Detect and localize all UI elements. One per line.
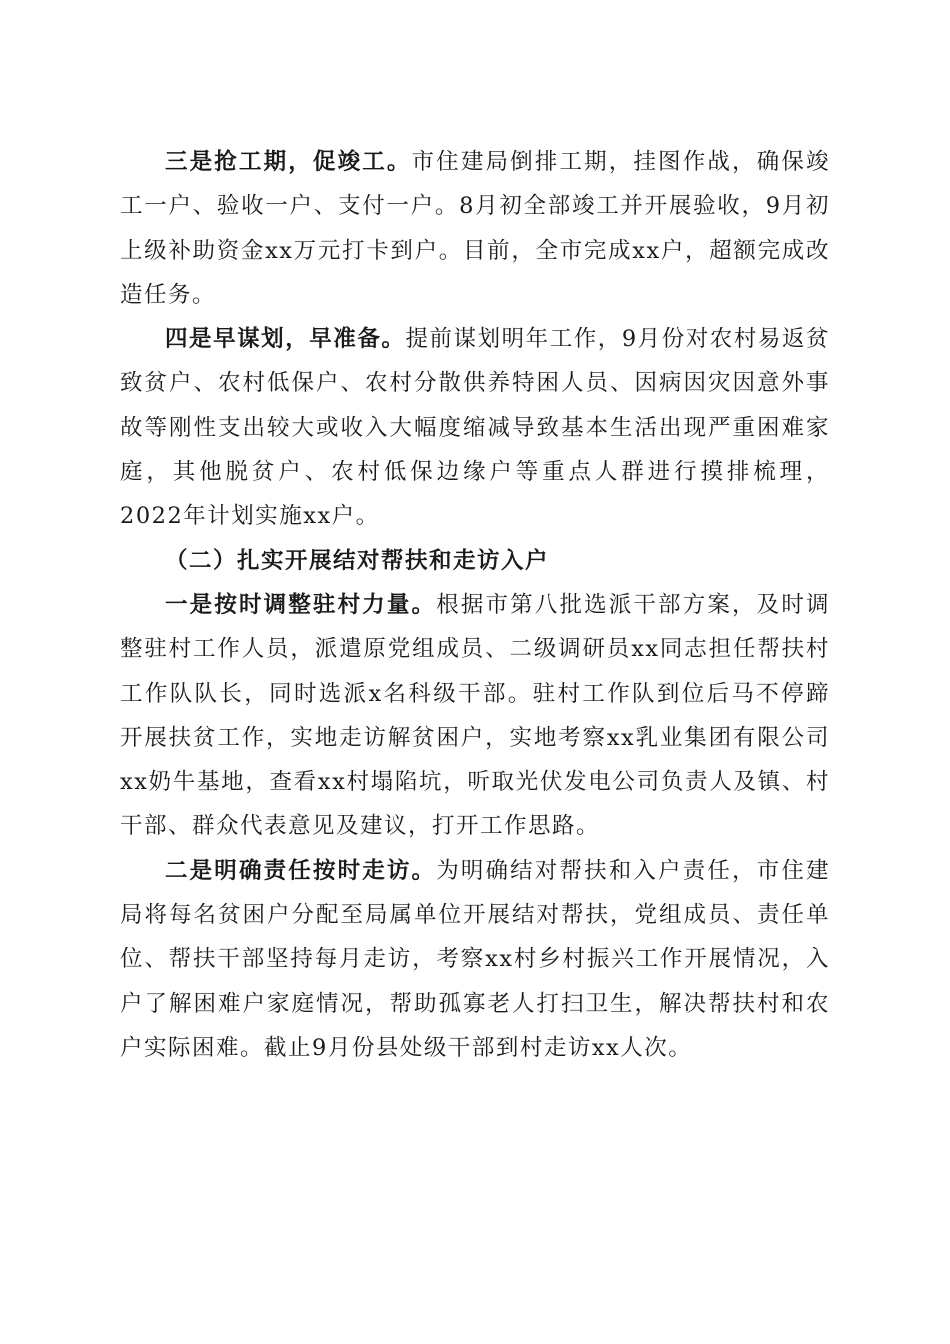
paragraph-text: 为明确结对帮扶和入户责任，市住建局将每名贫困户分配至局属单位开展结对帮扶，党组成员、责任单位、帮扶干部坚持每月走访，考察xx村乡村振兴工作开展情况，入户了解困难户家庭情况，帮助孤寡老人打扫卫生，解决帮扶村和农户实际困难。截止9月份县处级干部到村走访xx人次。 (120, 857, 830, 1061)
paragraph-lead: 四是早谋划，早准备。 (165, 326, 406, 353)
paragraph-adjust-village-staff (120, 583, 830, 849)
paragraph-lead: 三是抢工期，促竣工。 (165, 149, 412, 175)
paragraph-text: 市住建局倒排工期，挂图作战，确保竣工一户、验收一户、支付一户。8月初全部竣工并开展验收，9月初上级补助资金xx万元打卡到户。目前，全市完成xx户，超额完成改造任务。 (120, 149, 830, 308)
paragraph-early-planning (120, 317, 830, 538)
paragraph-text: 根据市第八批选派干部方案，及时调整驻村工作人员，派遣原党组成员、二级调研员xx同志担任帮扶村工作队队长，同时选派x名科级干部。驻村工作队到位后马不停蹄开展扶贫工作，实地走访解贫困户，实地考察xx乳业集团有限公司xx奶牛基地，查看xx村塌陷坑，听取光伏发电公司负责人及镇、村干部、群众代表意见及建议，打开工作思路。 (120, 591, 830, 840)
section-heading: （二）扎实开展结对帮扶和走访入户 (165, 547, 550, 574)
document-body (120, 140, 830, 1070)
paragraph-lead: 一是按时调整驻村力量。 (165, 591, 437, 618)
paragraph-lead: 二是明确责任按时走访。 (165, 857, 437, 884)
paragraph-text: 提前谋划明年工作，9月份对农村易返贫致贫户、农村低保户、农村分散供养特困人员、因病因灾因意外事故等刚性支出较大或收入大幅度缩减导致基本生活出现严重困难家庭，其他脱贫户、农村低保边缘户等重点人群进行摸排梳理，2022年计划实施xx户。 (120, 326, 830, 530)
paragraph-rush-construction (120, 140, 830, 317)
paragraph-responsibility-visits (120, 849, 830, 1070)
